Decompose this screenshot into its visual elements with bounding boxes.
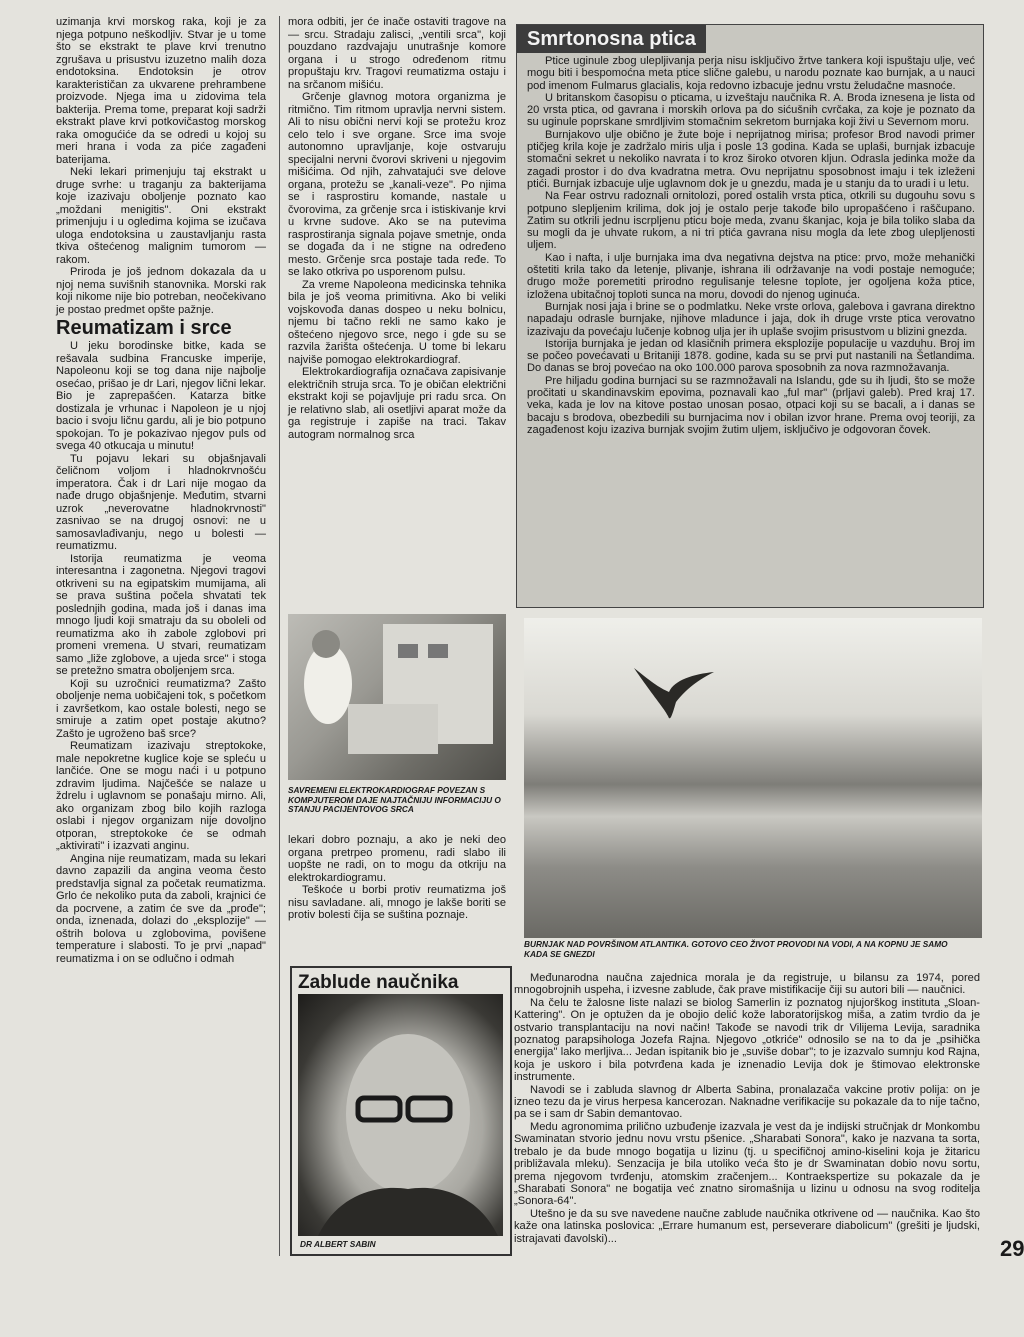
paragraph: Burnjakovo ulje obično je žute boje i neprijatnog mirisa; profesor Brod navodi primer ptičjeg krila koje je zadržalo miris ulja i posle 13 godina. Kada se uplaši, burnjak izbacuje stomačni sekret u nekoliko navrata i to kroz široko otvoren kljun. Odrasla jedinka može da zagadi prostor i do dva kvadratna metra. Ovu neprijatnu sposobnost imaju i tek izleženi ptići. Burnjak izbacuje ulje uglavnom dok je u gnezdu, mada je u stanju da to uradi i u letu. [527,128,975,190]
fulmar-bird-illustration [524,618,982,938]
paragraph: Međunarodna naučna zajednica morala je da registruje, u bilansu za 1974, pored mnogobrojnih uspeha, i izvesne zablude, čak prave mistifikacije čiji su autori bili — naučnici. [514,972,980,997]
paragraph: Pre hiljadu godina burnjaci su se razmnožavali na Islandu, gde su ih ljudi, što se može pročitati u skandinavskim epovima, poznavali kao „ful mar" (prljavi galeb). Pred kraj 17. veka, kada je lov na kitove postao unosan posao, otpaci koji su se bacali, a i danas se bacaju s brodova, obezbedili su burnjacima nov i obilan izvor hrane. Prema ovoj teoriji, za zagađenost koju izaziva burnjak svojim žutim uljem, isključivo je odgovoran čovek. [527,374,975,436]
page-number: 29 [1000,1236,1024,1261]
fulmar-photo [524,618,982,938]
paragraph: Kao i nafta, i ulje burnjaka ima dva negativna dejstva na ptice: prvo, može mehanički oštetiti krila tako da letenje, plivanje, ishrana ili održavanje na vodi postaje nemoguće; drugo može poremetiti prirodno regulisanje telesne toplote, jer ogoljena koža ptice, izložena ubitačnoj toploti sunca na moru, dovodi do njenog uginuća. [527,251,975,301]
section-heading-rheumatism: Reumatizam i srce [56,317,232,339]
paragraph: Navodi se i zabluda slavnog dr Alberta Sabina, pronalazača vakcine protiv polija: on je izneo tezu da je virus herpesa kancerozan. Naknadne verifikacije su pokazale da to nije tačno, pa se i sam dr Sabin demantovao. [514,1083,980,1121]
column-left [56,16,270,965]
paragraph: U britanskom časopisu o pticama, u izveštaju naučnika R. A. Broda iznesena je lista od 20 vrsta ptica, od gavrana i morskih orlova pa do sićušnih cvrčaka, za koje je poznato da su uginule poprskane smrdljivim stomačnim sekretom burnjaka koji živi u Severnom moru. [527,91,975,129]
albert-sabin-portrait [298,994,503,1236]
column-middle-lower [288,834,510,922]
paragraph: Neki lekari primenjuju taj ekstrakt u druge svrhe: u traganju za bakterijama koje izazivaju oboljenje poznato kao „moždani menigitis". Oni ekstrakt primenjuju i u ogledima kojima se izučava uloga endotoksina u zaustavljanju rasta tkiva oštećenog malignim tumorom — rakom. [56,166,270,266]
column-right-lower [514,972,980,1245]
paragraph: Teškoće u borbi protiv reumatizma još nisu savladane. ali, mnogo je lakše boriti se protiv bolesti čija se suština poznaje. [288,884,510,921]
paragraph: Angina nije reumatizam, mada su lekari davno zapazili da angina veoma često predstavlja signal za početak reumatizma. Grlo će nekoliko puta da zaboli, krajnici će da pocrvene, a zatim će sve da „prođe"; onda, iznenada, dolazi do „eksplozije" — oštrih bolova u zglobovima, povišene temperature i slabosti. To je prvi „napad" reumatizma i on se odlučno i odmah [56,852,270,965]
paragraph: Elektrokardiografija označava zapisivanje električnih struja srca. To je običan električni ekstrakt koji se pojavljuje pri radu srca. On je relativno slab, ali osetljivi aparat može da ga registruje i zapiše na traci. Takav autogram normalnog srca [288,366,510,441]
paragraph: Medu agronomima prilično uzbuđenje izazvala je vest da je indijski stručnjak dr Monkombu Swaminatan stvorio jednu novu vrstu pšenice. „Sharabati Sonora", kako je nazvana ta sorta, trebalo je da bude mnogo bogatija u lizinu (tj. u specifičnoj amino-kiselini koja je žitaricu približavala mleku). Senzacija je bila utoliko veća što je dr Swaminatan dobio novu sortu, prema njegovom tvrđenju, atomskim zračenjem... Kontraekspertize su pokazale da je „Sharabati Sonora" ne bogatija već znatno siromašnija u lizinu u odnosu na svog roditelja „Sonora-64". [514,1120,980,1208]
box-body [527,55,975,436]
paragraph: lekari dobro poznaju, a ako je neki deo organa pretrpeo promenu, radi slabo ili uopšte ne radi, on to mogu da otkriju na elektrokardiogramu. [288,834,510,884]
paragraph: Reumatizam izazivaju streptokoke, male nepokretne kuglice koje se spleću u lančiće. One se mogu naći i u potpuno zdravim ljudima. Najčešće se nalaze u ždrelu i uglavnom se ponašaju mirno. Ali, ako organizam zbog bilo kojih razloga oslabi i njegov organizam nije dovoljno otporan, streptokoke će se odmah „aktivirati" i izazvati anginu. [56,740,270,852]
paragraph: Utešno je da su sve navedene naučne zablude naučnika otkrivene od — naučnika. Kao što kaže ona latinska poslovica: „Errare humanum est, perseverare diabolicum" (grešiti je ljudski, istrajavati đavolski)... [514,1207,980,1245]
paragraph: Istorija burnjaka je jedan od klasičnih primera eksplozije populacije u vazduhu. Broj im se počeo povećavati u Britaniji 1878. godine, kada su se prvi put nastanili na Šetlandima. Do danas se broj povećao na oko 100.000 parova sposobnih za nova razmnožavanja. [527,337,975,375]
paragraph: Na čelu te žalosne liste nalazi se biolog Samerlin iz poznatog njujorškog instituta „Sloan-Kattering". On je optužen da je obojio delić kože laboratorijskog miša, a zatim tvrdio da je ostvario transplantaciju na novi način! Takođe se navodi trik dr Vilijema Levija, saradnika poznatog parapsihologa Jozefa Rajna. Njegovo „otkriće" odnosilo se na to da je „psihička energija" lako merljiva... Jedan ispitanik bio je „suviše dobar"; to je izazvalo sumnju kod Rajna, koja je uskoro i bila potvrđena kada je iznenadio Levija dok je štimovao elektronske instrumente. [514,996,980,1084]
box-title-deadly-bird: Smrtonosna ptica [517,25,706,53]
photo-caption-fulmar: BURNJAK NAD POVRŠINOM ATLANTIKA. GOTOVO CEO ŽIVOT PROVODI NA VODI, A NA KOPNU JE SAMO KADA SE GNEZDI [524,939,948,959]
paragraph: Tu pojavu lekari su objašnjavali čeličnom voljom i hladnokrvnošću imperatora. Čak i dr Lari nije mogao da nađe drugo objašnjenje. Međutim, stvarni uzrok „neverovatne hladnokrvnosti" zasnivao se na drugoj osnovi: ne u samosavlađivanju, nego u bolesti — reumatizmu. [56,452,270,552]
sidebar-box-deadly-bird [516,24,984,608]
paragraph: Grčenje glavnog motora organizma je ritmično. Tim ritmom upravlja nervni sistem. Ali to nisu obični nervi koji se protežu kroz celo telo i sve organe. Srce ima svoje autonomno upravljanje, koje ostvaruju specijalni nervni čvorovi skriveni u njegovim mišićima. Od njih, zahvatajući sve delove organa, protežu se „kanali-veze". Po njima se i rasprostiru komande, nastale u čvorovima, za grčenje srca i istiskivanje krvi u krvne sudove. Ako se na putevima rasprostiranja signala pojave smetnje, onda se događa da i ne stigne na određeno mesto. Grčenje srca postaje tada ređe. To se lako otkriva po usporenom pulsu. [288,91,510,278]
paragraph: Koji su uzročnici reumatizma? Zašto oboljenje nema uobičajeni tok, s početkom i završetkom, kao ostale bolesti, nego se smiruje a zatim opet postaje akutno? Zašto je ugroženo baš srce? [56,677,270,740]
portrait-illustration [298,994,503,1236]
column-divider [279,16,280,1256]
portrait-caption: DR ALBERT SABIN [300,1239,376,1249]
electrocardiograph-illustration [288,614,506,780]
paragraph: uzimanja krvi morskog raka, koji je za njega potpuno neškodljiv. Stvar je u tome što se ekstrakt te plave krvi trenutno zgrušava u prisustvu izuzetno malih doza endotoksina. Endotoksin je otrov karakterističan za ukvarene prehrambene proizvode. Njega ima u zidovima tela bakterija. Prema tome, preparat koji sadrži ekstrakt plave krvi potkovičastog morskog raka omogućiće da se odredi u kojoj su meri hrana i voda za piće zagađeni baterijama. [56,16,270,166]
paragraph: Burnjak nosi jaja i brine se o podmlatku. Neke vrste orlova, galebova i gavrana direktno napadaju odrasle burnjake, njihove mladunce i jaja, dok ih druge vrste ptica verovatno izazivaju da povećaju lučenje kobnog ulja jer ih uplaše svojim prisustvom u blizini gnezda. [527,300,975,338]
column-middle [288,16,510,612]
paragraph: U jeku borodinske bitke, kada se rešavala sudbina Francuske imperije, Napoleonu koji se tog dana nije najbolje osećao, prišao je dr Lari, njegov lični lekar. Bio je zaprepašćen. Katarza bitke dostizala je vrhunac i Napoleon je u njoj bacio i svoju ličnu gardu, ali je bio potpuno spokojan. To je pokazivao njegov puls od svega 40 otkucaja u minutu! [56,340,270,452]
electrocardiograph-photo [288,614,506,780]
paragraph: Istorija reumatizma je veoma interesantna i zagonetna. Njegovi tragovi otkriveni su na egipatskim mumijama, ali se prava suština počela shvatati tek poslednjih godina, mada još i danas ima mnogo ljudi koji smatraju da su oboleli od reumatizma ako ih zabole zglobovi pri promeni vremena. U stvari, reumatizam samo „liže zglobove, a ujeda srce" i stoga se pretežno smatra oboljenjem srca. [56,552,270,677]
photo-caption-ecg: SAVREMENI ELEKTROKARDIOGRAF POVEZAN S KOMPJUTEROM DAJE NAJTAČNIJU INFORMACIJU O STANJU PACIJENTOVOG SRCA [288,785,501,814]
box-title-scientists-errors: Zablude naučnika [298,972,459,993]
paragraph: mora odbiti, jer će inače ostaviti tragove na — srcu. Stradaju zalisci, „ventili srca", koji pouzdano razdvajaju unutrašnje komore organa i u strogo određenom ritmu propuštaju krv. Tragovi reumatizma ostaju i na srčanom mišiću. [288,16,510,91]
paragraph: Priroda je još jednom dokazala da u njoj nema suvišnih stanovnika. Morski rak koji nikome nije bio potreban, neočekivano je postao predmet opšte pažnje. [56,266,270,316]
paragraph: Na Fear ostrvu radoznali ornitolozi, pored ostalih vrsta ptica, otkrili su dugouhu sovu s potpuno slepljenim krilima, dok joj je ostalo perje takođe bilo upropašćeno i raščupano. Zatim su otkrili jednu iscrpljenu pticu boje meda, zvanu škanjac, koja je bila toliko slaba da su mogli da je uhvate rukom, a ni tri ptića gavrana nisu mogla da lete zbog ulepljenosti uljem. [527,190,975,252]
paragraph: Za vreme Napoleona medicinska tehnika bila je još veoma primitivna. Ako bi veliki vojskovođa danas dospeo u neku bolnicu, njemu bi tačno rekli ne samo kako je oštećeno njegovo srce, nego i gde su se razvila žarišta oštećenja. U tome bi lekaru najviše pomogao elektrokardiograf. [288,278,510,366]
paragraph: Ptice uginule zbog ulepljivanja perja nisu isključivo žrtve tankera koji ispuštaju ulje, već mogu biti i bespomoćna meta ptice slične galebu, u narodu poznate kao burnjak, a u nauci pod imenom Fulmarus glacialis, koja redovno izbacuje jednu vrstu želudačne masnoće. [527,55,975,92]
